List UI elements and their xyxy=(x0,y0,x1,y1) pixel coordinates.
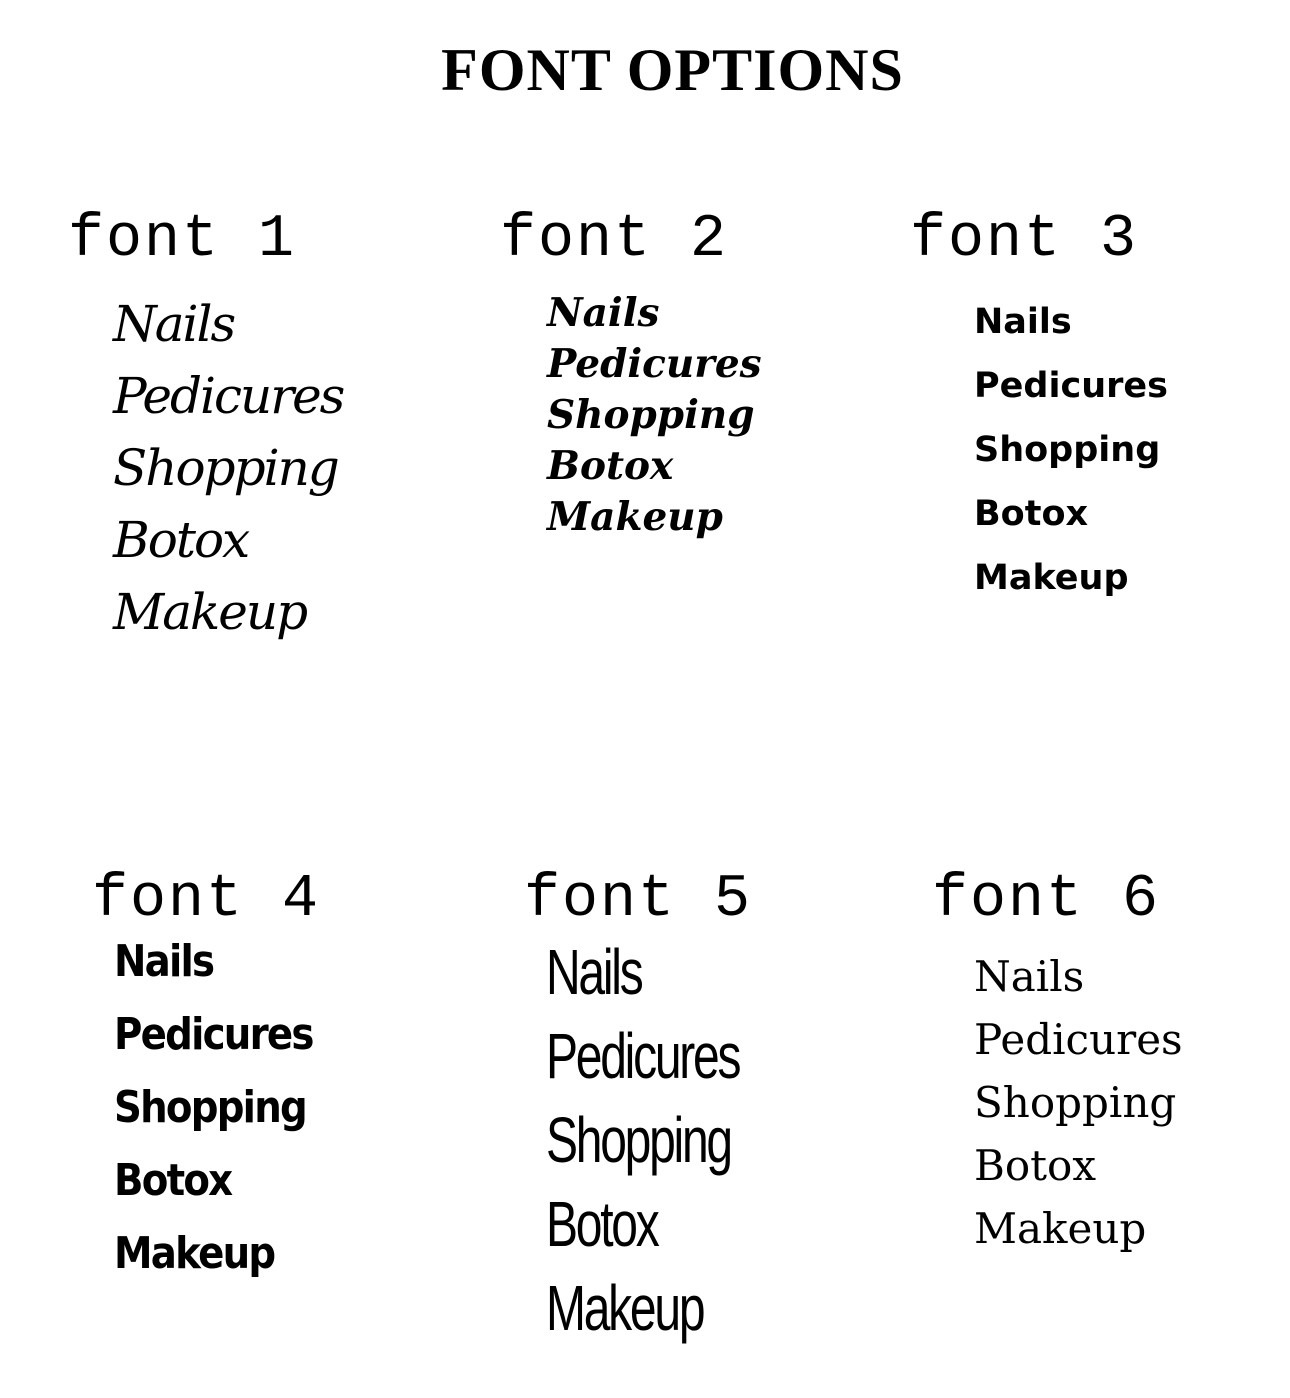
sample-nails: Nails xyxy=(974,302,1072,342)
sample-makeup: Makeup xyxy=(546,1272,704,1344)
sample-list xyxy=(113,288,343,648)
sample-pedicures: Pedicures xyxy=(113,367,344,425)
sample-shopping: Shopping xyxy=(974,430,1161,470)
sample-pedicures: Pedicures xyxy=(546,1020,740,1092)
font-heading: font 6 xyxy=(932,866,1161,934)
sample-list xyxy=(974,945,1183,1260)
sample-botox: Botox xyxy=(113,511,249,569)
sample-botox: Botox xyxy=(974,494,1089,534)
sample-nails: Nails xyxy=(547,290,660,336)
sample-makeup: Makeup xyxy=(114,1228,275,1279)
sample-makeup: Makeup xyxy=(113,583,307,641)
font-heading: font 4 xyxy=(92,866,321,934)
sample-shopping: Shopping xyxy=(547,392,755,438)
sample-botox: Botox xyxy=(547,443,674,489)
sample-makeup: Makeup xyxy=(974,558,1129,598)
font-heading: font 5 xyxy=(524,866,753,934)
font-heading: font 1 xyxy=(68,206,297,274)
sample-pedicures: Pedicures xyxy=(974,366,1168,406)
sample-pedicures: Pedicures xyxy=(114,1009,313,1060)
sample-botox: Botox xyxy=(114,1155,232,1206)
sample-botox: Botox xyxy=(546,1188,658,1260)
sample-nails: Nails xyxy=(113,295,235,353)
sample-makeup: Makeup xyxy=(974,1204,1147,1253)
sample-pedicures: Pedicures xyxy=(974,1015,1183,1064)
page-title: FONT OPTIONS xyxy=(441,37,904,103)
sample-list xyxy=(114,925,340,1290)
sample-shopping: Shopping xyxy=(546,1104,731,1176)
sample-list xyxy=(546,930,804,1350)
sample-list xyxy=(547,288,762,543)
font-heading: font 3 xyxy=(910,206,1139,274)
sample-list xyxy=(974,290,1168,610)
sample-makeup: Makeup xyxy=(547,494,723,540)
sample-shopping: Shopping xyxy=(974,1078,1177,1127)
sample-nails: Nails xyxy=(974,952,1085,1001)
sample-shopping: Shopping xyxy=(114,1082,306,1133)
sample-nails: Nails xyxy=(114,936,214,987)
sample-nails: Nails xyxy=(546,936,642,1008)
sample-botox: Botox xyxy=(974,1141,1097,1190)
sample-shopping: Shopping xyxy=(113,439,338,497)
font-heading: font 2 xyxy=(500,206,729,274)
sample-pedicures: Pedicures xyxy=(547,341,762,387)
